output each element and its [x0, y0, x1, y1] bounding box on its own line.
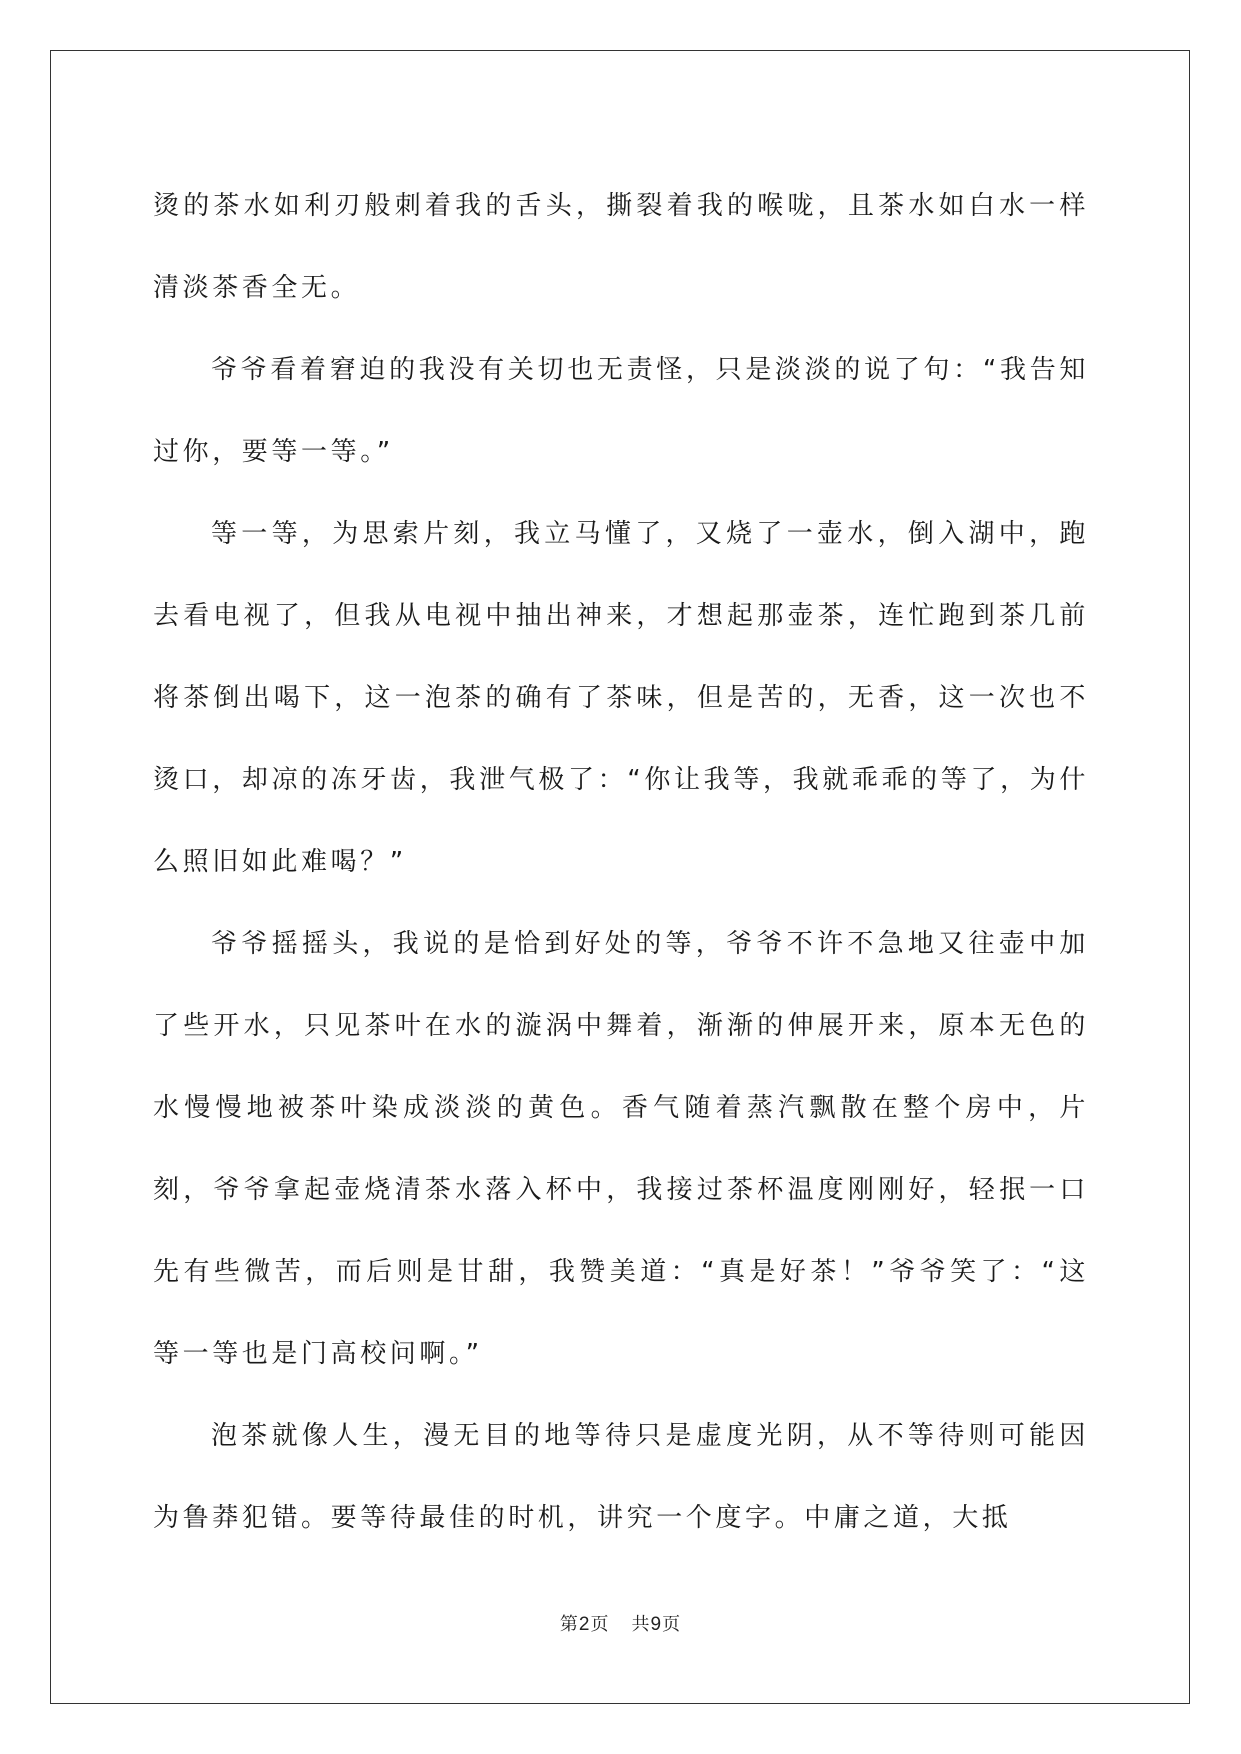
paragraph: 爷爷看着窘迫的我没有关切也无责怪，只是淡淡的说了句：“我告知过你，要等一等。” — [153, 355, 1089, 467]
page-number-label: 第2页 — [559, 1614, 610, 1635]
total-pages-label: 共9页 — [631, 1614, 682, 1635]
paragraph: 等一等，为思索片刻，我立马懂了，又烧了一壶水，倒入湖中，跑去看电视了，但我从电视中抽出神来，才想起那壶茶，连忙跑到茶几前将茶倒出喝下，这一泡茶的确有了茶味，但是苦的，无香，这一次也不烫口，却凉的冻牙齿，我泄气极了：“你让我等，我就乖乖的等了，为什么照旧如此难喝？” — [153, 519, 1089, 877]
document-body — [153, 165, 1089, 1559]
current-page-number: 2 — [578, 1614, 591, 1635]
paragraph: 爷爷摇摇头，我说的是恰到好处的等，爷爷不许不急地又往壶中加了些开水，只见茶叶在水的漩涡中舞着，渐渐的伸展开来，原本无色的水慢慢地被茶叶染成淡淡的黄色。香气随着蒸汽飘散在整个房中，片刻，爷爷拿起壶烧清茶水落入杯中，我接过茶杯温度刚刚好，轻抿一口先有些微苦，而后则是甘甜，我赞美道：“真是好茶！”爷爷笑了：“这等一等也是门高校问啊。” — [153, 929, 1089, 1369]
paragraph: 泡茶就像人生，漫无目的地等待只是虚度光阴，从不等待则可能因为鲁莽犯错。要等待最佳的时机，讲究一个度字。中庸之道，大抵 — [153, 1421, 1089, 1533]
total-page-count: 9 — [650, 1614, 663, 1635]
page-footer — [0, 1610, 1241, 1636]
paragraph-continuation: 烫的茶水如利刃般刺着我的舌头，撕裂着我的喉咙，且茶水如白水一样清淡茶香全无。 — [153, 191, 1089, 303]
